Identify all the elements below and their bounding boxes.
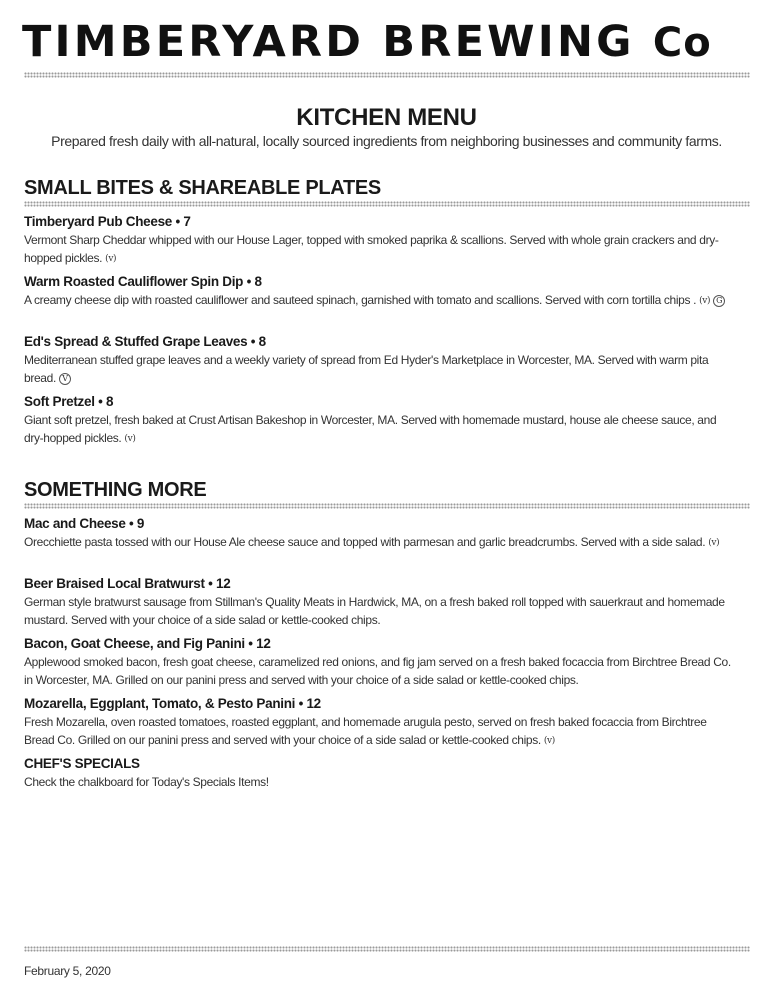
menu-item bbox=[24, 212, 736, 267]
item-name: Mac and Cheese • 9 bbox=[24, 516, 145, 531]
footer-divider bbox=[24, 946, 750, 952]
vegetarian-tag-icon: (v) bbox=[708, 538, 720, 548]
item-description: German style bratwurst sausage from Stillman's Quality Meats in Hardwick, MA, on a fresh baked roll topped with sauerkraut and homemade mustard. Served with your choice of a side salad or kettle-cooked chips. bbox=[24, 595, 725, 627]
item-description bbox=[24, 231, 736, 267]
item-name: Ed's Spread & Stuffed Grape Leaves • 8 bbox=[24, 334, 266, 349]
brand-logo bbox=[22, 16, 752, 69]
item-desc-text: A creamy cheese dip with roasted cauliflower and sauteed spinach, garnished with tomato and scallions. Served with corn tortilla chips . bbox=[24, 293, 697, 307]
menu-item bbox=[24, 574, 736, 629]
menu-item bbox=[24, 332, 736, 387]
brand-name: TIMBERYARD BREWING bbox=[22, 17, 635, 67]
item-desc-text: Mediterranean stuffed grape leaves and a weekly variety of spread from Ed Hyder's Marketplace in Worcester, MA. Served with warm pita bread. bbox=[24, 353, 709, 385]
item-desc-text: Giant soft pretzel, fresh baked at Crust Artisan Bakeshop in Worcester, MA. Served with homemade mustard, house ale cheese sauce, and dry-hopped pickles. bbox=[24, 413, 717, 445]
menu-item bbox=[24, 514, 736, 551]
item-description bbox=[24, 351, 736, 387]
chefs-specials bbox=[24, 754, 736, 791]
menu-item bbox=[24, 272, 736, 309]
vegan-tag-icon: V bbox=[59, 373, 71, 385]
item-name: Bacon, Goat Cheese, and Fig Panini • 12 bbox=[24, 636, 271, 651]
item-description: Check the chalkboard for Today's Specials Items! bbox=[24, 775, 269, 789]
menu-item bbox=[24, 392, 736, 447]
gluten-free-tag-icon: G bbox=[713, 295, 725, 307]
item-description: Applewood smoked bacon, fresh goat cheese, caramelized red onions, and fig jam served on a fresh baked focaccia from Birchtree Bread Co. in Worcester, MA. Grilled on our panini press and served with your choice of a side salad or kettle-cooked chips. bbox=[24, 655, 731, 687]
item-description bbox=[24, 533, 736, 551]
item-name: Warm Roasted Cauliflower Spin Dip • 8 bbox=[24, 274, 262, 289]
section-divider bbox=[24, 201, 750, 207]
item-name: Timberyard Pub Cheese • 7 bbox=[24, 214, 191, 229]
menu-title: KITCHEN MENU bbox=[296, 104, 477, 131]
vegetarian-tag-icon: (v) bbox=[105, 254, 117, 264]
item-desc-text: Vermont Sharp Cheddar whipped with our House Lager, topped with smoked paprika & scallions. Served with whole grain crackers and dry-hopped pickles. bbox=[24, 233, 719, 265]
item-name: Beer Braised Local Bratwurst • 12 bbox=[24, 576, 231, 591]
section-heading-small-bites: SMALL BITES & SHAREABLE PLATES bbox=[24, 177, 381, 199]
item-name: CHEF'S SPECIALS bbox=[24, 756, 140, 771]
item-name: Mozarella, Eggplant, Tomato, & Pesto Panini • 12 bbox=[24, 696, 321, 711]
footer-date: February 5, 2020 bbox=[24, 964, 111, 978]
item-description bbox=[24, 411, 736, 447]
item-desc-text: Orecchiette pasta tossed with our House Ale cheese sauce and topped with parmesan and garlic breadcrumbs. Served with a side salad. bbox=[24, 535, 706, 549]
item-name: Soft Pretzel • 8 bbox=[24, 394, 114, 409]
item-desc-text: Fresh Mozarella, oven roasted tomatoes, roasted eggplant, and homemade arugula pesto, served on fresh baked focaccia from Birchtree Bread Co. Grilled on our panini press and served with your choice of a side salad or kettle-cooked chips. bbox=[24, 715, 707, 747]
item-description bbox=[24, 713, 736, 749]
brand-co: Co bbox=[652, 20, 712, 66]
section-heading-something-more: SOMETHING MORE bbox=[24, 479, 207, 501]
vegetarian-tag-icon: (v) bbox=[699, 296, 711, 306]
top-divider bbox=[24, 72, 750, 78]
section-divider bbox=[24, 503, 750, 509]
item-description bbox=[24, 291, 736, 309]
menu-item bbox=[24, 694, 736, 749]
menu-subtitle: Prepared fresh daily with all-natural, locally sourced ingredients from neighboring businesses and community farms. bbox=[51, 133, 722, 149]
menu-item bbox=[24, 634, 736, 689]
vegetarian-tag-icon: (v) bbox=[124, 434, 136, 444]
vegetarian-tag-icon: (v) bbox=[543, 736, 555, 746]
